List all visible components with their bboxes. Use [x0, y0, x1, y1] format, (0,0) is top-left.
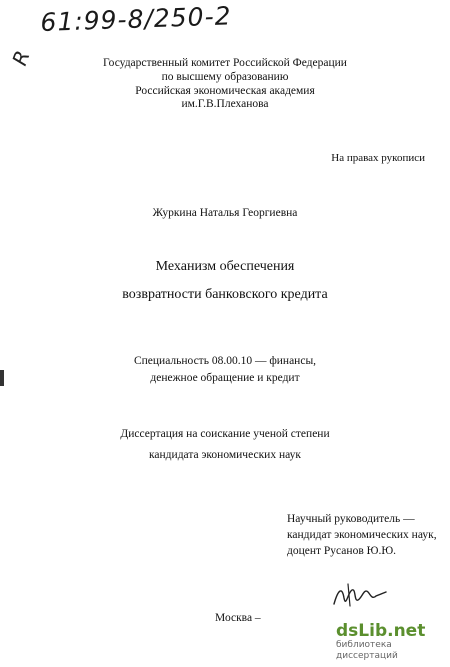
advisor-block: [287, 511, 437, 559]
organization-line: Государственный комитет Российской Федерации: [103, 57, 347, 69]
degree-line: Диссертация на соискание ученой степени: [120, 428, 330, 440]
advisor-line: доцент Русанов Ю.Ю.: [287, 545, 397, 557]
rights-note: На правах рукописи: [331, 152, 425, 164]
handwritten-margin-mark: R: [7, 47, 35, 69]
organization-line: им.Г.В.Плеханова: [181, 98, 269, 111]
site-watermark: [336, 622, 448, 662]
dissertation-title-line-2: возвратности банковского кредита: [122, 287, 328, 302]
handwritten-catalog-number: 61:99-8/250-2: [40, 1, 232, 37]
author-name: Журкина Наталья Георгиевна: [152, 207, 298, 219]
advisor-line: Научный руководитель —: [287, 513, 415, 525]
watermark-logo: dsLib.net: [336, 621, 426, 641]
degree-block: [0, 424, 450, 466]
organization-line: Российская экономическая академия: [135, 84, 315, 97]
degree-line: кандидата экономических наук: [149, 449, 301, 461]
specialty-line: Специальность 08.00.10 — финансы,: [133, 355, 317, 367]
advisor-line: кандидат экономических наук,: [287, 529, 437, 541]
organization-line: по высшему образованию: [161, 70, 289, 83]
dissertation-title-line-1: Механизм обеспечения: [155, 259, 295, 274]
advisor-signature: [330, 580, 390, 612]
specialty-block: [0, 353, 450, 387]
specialty-line: денежное обращение и кредит: [150, 372, 300, 384]
organization-block: [0, 57, 450, 112]
city-year: Москва –: [215, 612, 261, 624]
watermark-subtitle: библиотека диссертаций: [336, 640, 398, 661]
